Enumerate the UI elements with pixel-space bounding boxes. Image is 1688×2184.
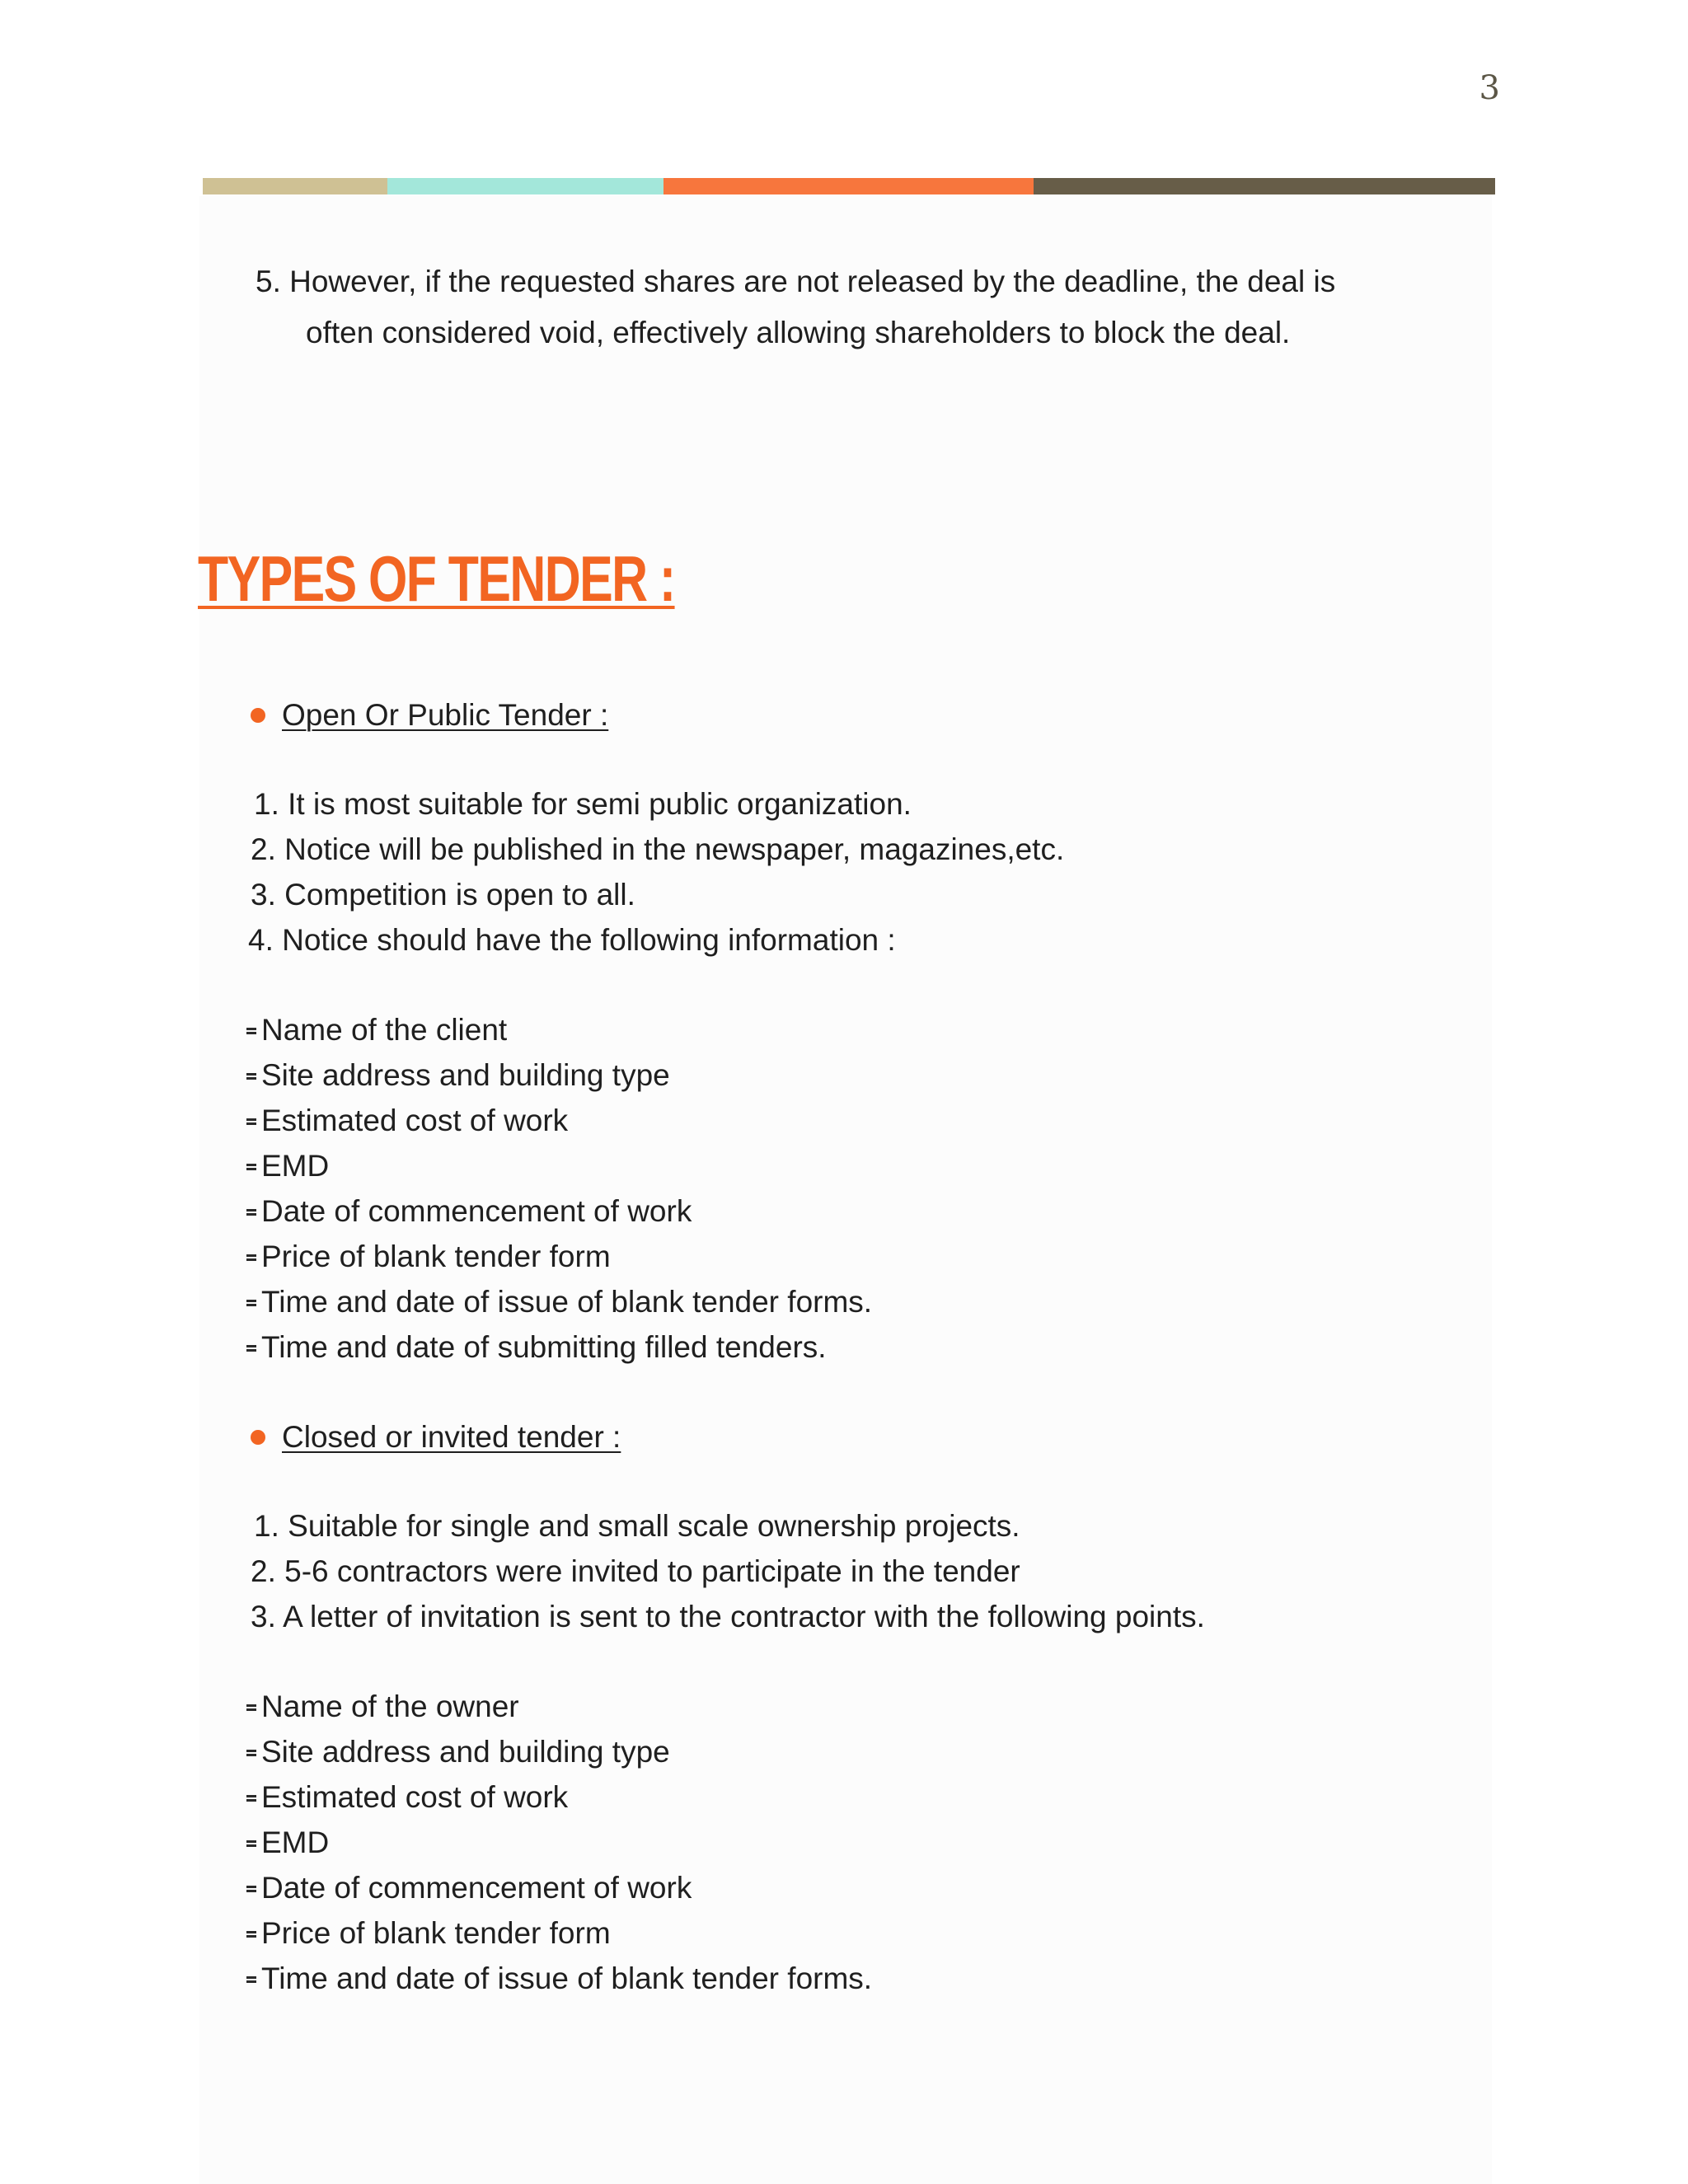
open-tender-info-item bbox=[246, 1192, 692, 1231]
info-item-text: Price of blank tender form bbox=[261, 1916, 611, 1950]
info-item-text: Estimated cost of work bbox=[261, 1104, 569, 1137]
color-bar-segment bbox=[663, 178, 1034, 194]
info-item-text: Date of commencement of work bbox=[261, 1871, 692, 1905]
closed-tender-info-item bbox=[246, 1732, 670, 1772]
color-bar-segment bbox=[387, 178, 663, 194]
info-item-text: Name of the client bbox=[261, 1013, 508, 1047]
closed-tender-info-item bbox=[246, 1914, 611, 1953]
closed-tender-info-item bbox=[246, 1868, 692, 1908]
bullet-dot-icon bbox=[251, 1430, 265, 1445]
open-tender-info-item bbox=[246, 1146, 329, 1186]
info-item-text: Name of the owner bbox=[261, 1690, 519, 1723]
open-tender-point: 3. Competition is open to all. bbox=[251, 878, 635, 912]
dash-bullet-icon bbox=[246, 1885, 257, 1893]
open-tender-info-item bbox=[246, 1282, 872, 1322]
dash-bullet-icon bbox=[246, 1344, 257, 1352]
info-item-text: Estimated cost of work bbox=[261, 1780, 569, 1814]
section-heading: TYPES OF TENDER : bbox=[198, 542, 675, 615]
open-tender-point: 2. Notice will be published in the newspaper, magazines,etc. bbox=[251, 832, 1065, 866]
dash-bullet-icon bbox=[246, 1118, 257, 1126]
closed-tender-subheading bbox=[251, 1418, 621, 1457]
dash-bullet-icon bbox=[246, 1749, 257, 1757]
color-bar-segment bbox=[203, 178, 387, 194]
info-item-text: Time and date of issue of blank tender forms. bbox=[261, 1285, 873, 1319]
intro-line: 5. However, if the requested shares are not released by the deadline, the deal is bbox=[256, 265, 1336, 298]
open-tender-title: Open Or Public Tender : bbox=[282, 698, 609, 732]
open-tender-info-item bbox=[246, 1010, 507, 1050]
dash-bullet-icon bbox=[246, 1299, 257, 1307]
info-item-text: Site address and building type bbox=[261, 1735, 670, 1769]
dash-bullet-icon bbox=[246, 1027, 257, 1035]
dash-bullet-icon bbox=[246, 1704, 257, 1712]
open-tender-info-item bbox=[246, 1237, 611, 1277]
dash-bullet-icon bbox=[246, 1072, 257, 1080]
open-tender-point: 4. Notice should have the following information : bbox=[248, 923, 896, 957]
dash-bullet-icon bbox=[246, 1794, 257, 1802]
dash-bullet-icon bbox=[246, 1975, 257, 1984]
info-item-text: Price of blank tender form bbox=[261, 1240, 611, 1273]
closed-tender-info-item bbox=[246, 1823, 329, 1863]
dash-bullet-icon bbox=[246, 1208, 257, 1216]
dash-bullet-icon bbox=[246, 1930, 257, 1938]
page-number: 3 bbox=[1479, 69, 1500, 107]
dash-bullet-icon bbox=[246, 1254, 257, 1262]
closed-tender-point: 2. 5-6 contractors were invited to participate in the tender bbox=[251, 1554, 1020, 1588]
open-tender-subheading bbox=[251, 696, 608, 735]
info-item-text: Time and date of issue of blank tender forms. bbox=[261, 1961, 873, 1995]
open-tender-info-item bbox=[246, 1056, 670, 1095]
closed-tender-point: 3. A letter of invitation is sent to the contractor with the following points. bbox=[251, 1600, 1205, 1633]
info-item-text: Site address and building type bbox=[261, 1058, 670, 1092]
info-item-text: Time and date of submitting filled tenders. bbox=[261, 1330, 827, 1364]
info-item-text: Date of commencement of work bbox=[261, 1194, 692, 1228]
closed-tender-info-item bbox=[246, 1959, 872, 1999]
dash-bullet-icon bbox=[246, 1840, 257, 1848]
open-tender-info-item bbox=[246, 1328, 827, 1367]
color-bar-segment bbox=[1034, 178, 1495, 194]
info-item-text: EMD bbox=[261, 1149, 330, 1183]
intro-line: often considered void, effectively allowing shareholders to block the deal. bbox=[306, 316, 1291, 349]
closed-tender-info-item bbox=[246, 1687, 519, 1727]
closed-tender-title: Closed or invited tender : bbox=[282, 1420, 621, 1454]
closed-tender-info-item bbox=[246, 1778, 568, 1817]
dash-bullet-icon bbox=[246, 1163, 257, 1171]
closed-tender-point: 1. Suitable for single and small scale ownership projects. bbox=[254, 1509, 1020, 1543]
decorative-color-bar bbox=[203, 178, 1495, 194]
open-tender-info-item bbox=[246, 1101, 568, 1141]
info-item-text: EMD bbox=[261, 1825, 330, 1859]
bullet-dot-icon bbox=[251, 708, 265, 723]
open-tender-point: 1. It is most suitable for semi public organization. bbox=[254, 787, 912, 821]
